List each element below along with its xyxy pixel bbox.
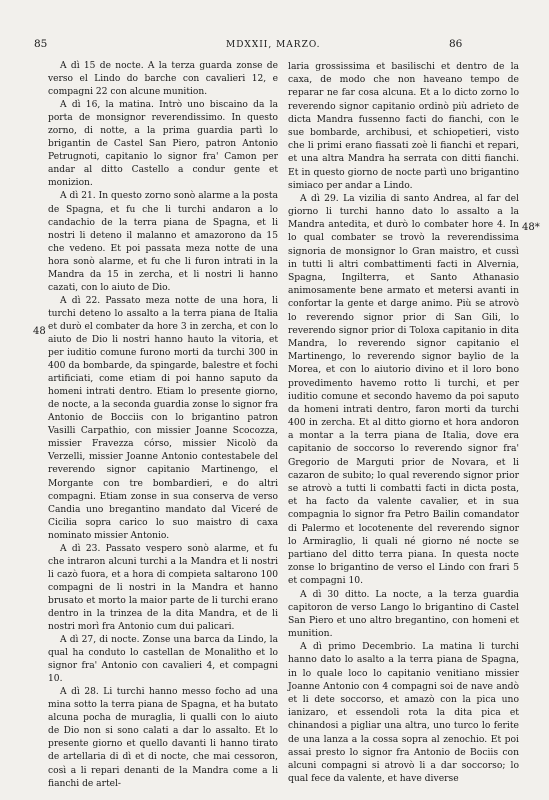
paragraph: laria grossissima et basilischi et dentro de la caxa, de modo che non haveano tempo de reparar ne far cosa alcuna. Et a lo dicto zorno lo reverendo signor capitanio ordinò più adrieto de dicta Mandra fussenno facti do fianchi, con le sue bombarde, archibusi, et schiopetieri, visto che li primi erano fiassati zoè li fianchi et repari, et una altra Mandra ha serrata con ditti fianchi. Et in questo giorno de nocte partì uno brigantino simiaco per andar a Lindo.	[288, 61, 519, 191]
paragraph: A dì 21. In questo zorno sonò alarme a la posta de Spagna, et fu che li turchi andaron a lo candachio de la terra piana de Spagna, et li nostri li deteno il malanno et amazorono da 15 che vedeno. Et poi passata meza notte de una hora sonò alarme, et fu che li furon intrati in la Mandra da 15 in zercha, et li nostri li hanno cazati, con lo aiuto de Dio.	[48, 191, 278, 293]
margin-number-right: 48*	[522, 222, 540, 233]
left-column	[48, 60, 278, 791]
running-header	[0, 38, 549, 54]
paragraph: A dì 23. Passato vespero sonò alarme, et fu che intraron alcuni turchi a la Mandra et li nostri li cazò fuora, et a hora di compieta saltarono 100 compagni de li nostri in la Mandra et hanno brusato et morto la maior parte de li turchi erano dentro in la trinzea de la dita Mandra, et de li nostri morì fra Antonio cum dui palicari.	[48, 543, 278, 633]
paragraph: A dì 29. La vizilia di santo Andrea, al far del giorno li turchi hanno dato lo assalto a la Mandra antedita, et durò lo combater hore 4. In lo qual combater se trovò la reverendissima signoria de monsignor lo Gran maistro, et cussì in tutti li altri combattimenti facti in Alvernia, Spagna, Ingilterra, et Santo Athanasio animosamente bene armato et metersi avanti in confortar la gente et darge animo. Più se atrovò lo reverendo signor prior di San Gili, lo reverendo signor prior di Toloxa capitanio in dita Mandra, lo reverendo signor capitanio el Martinengo, lo reverendo signor baylio de la Morea, et con lo aiutorio divino et il loro bono provedimento havemo rotto li turchi, et per iuditio comune et secondo havemo da poi saputo da homeni intrati dentro, faron morti da turchi 400 in zercha. Et al ditto giorno et hora andoron a montar a la terra piana de Italia, dove era capitanio de soccorso lo reverendo signor fra' Gregorio de Marguti prior de Novara, et li cazaron de subito; lo qual reverendo signor prior se atrovò a tutti li combatti facti in dicta posta, et ha facto da valente cavalier, et in sua compagnia lo signor fra Petro Bailin comandator di Palermo et locotenente del reverendo signor lo Armiraglio, li quali né giorno né nocte se partiano del ditto terra piana. In questa nocte zonse lo brigantino de verso el Lindo con frari 5 et compagni 10.	[288, 192, 519, 587]
page-number-left: 85	[34, 38, 48, 50]
running-title: MDXXII, MARZO.	[226, 40, 321, 50]
paragraph: A dì 22. Passato meza notte de una hora, li turchi deteno lo assalto a la terra piana de Italia et durò el combater da hore 3 in zercha, et con lo aiuto de Dio li nostri hanno hauto la vitoria, et per iuditio comune furono morti da turchi 300 in 400 da bombarde, da spingarde, balestre et fochi artificiati, come etiam di poi hanno saputo da homeni intrati dentro. Etiam lo presente giorno, de nocte, a la seconda guardia zonse lo signor fra Antonio de Bocciis con lo brigantino patron Vasilli Carpathio, con missier Joanne Scocozza, missier Fravezza córso, missier Nicolò da Verzelli, missier Joanne Antonio contestabele del reverendo signor capitanio Martinengo, el Morgante con tre bombardieri, e do altri compagni. Etiam zonse in sua conserva de verso Candia uno bregantino mandato dal Viceré de Cicilia sopra carico lo suo maistro di caxa nominato missier Antonio.	[48, 295, 278, 541]
paragraph: A dì 27, di nocte. Zonse una barca da Lindo, la qual ha conduto lo castellan de Monalitho et lo signor fra' Antonio con cavalieri 4, et compagni 10.	[48, 635, 278, 685]
paragraph: A dì 30 ditto. La nocte, a la terza guardia capitoron de verso Lango lo brigantino di Castel San Piero et uno altro bregantino, con homeni et munition.	[288, 588, 519, 640]
paragraph: A dì 15 de nocte. A la terza guarda zonse de verso el Lindo do barche con cavalieri 12, e compagni 22 con alcune munition.	[48, 61, 278, 98]
page-number-right: 86	[449, 38, 463, 50]
right-column	[288, 60, 519, 785]
paragraph: A dì 28. Li turchi hanno messo focho ad una mina sotto la terra piana de Spagna, et ha butato alcuna pocha de muraglia, li qualli con lo aiuto de Dio non si sono calati a dar lo assalto. Et lo presente giorno et quello davanti li hanno tirato de artellaria di dì et di nocte, che mai cessoron, così a li repari denanti de la Mandra come a li fianchi de artel-	[48, 687, 278, 789]
paragraph: A dì 16, la matina. Intrò uno biscaino da la porta de monsignor reverendissimo. In questo zorno, di notte, a la prima guardia partì lo brigantin de Castel San Piero, patron Antonio Petrugnoti, capitanio lo signor fra' Camon per andar al ditto Castello a condur gente et monizion.	[48, 100, 278, 189]
margin-number-left: 48	[33, 326, 46, 337]
paragraph: A dì primo Decembrio. La matina li turchi hanno dato lo asalto a la terra piana de Spagna, in lo quale loco lo capitanio venitiano missier Joanne Antonio con 4 compagni soi de nave andò et li dete soccorso, et amazò con la pica uno ianizaro, et essendoli rota la dita pica et chinandosi a pigliar una altra, uno turco lo ferite de una lanza a la cossa sopra al zenochio. Et poi assai presto lo signor fra Antonio de Bociis con alcuni compagni si atrovò li a dar soccorso; lo qual fece da valente, et have diverse	[288, 641, 519, 785]
